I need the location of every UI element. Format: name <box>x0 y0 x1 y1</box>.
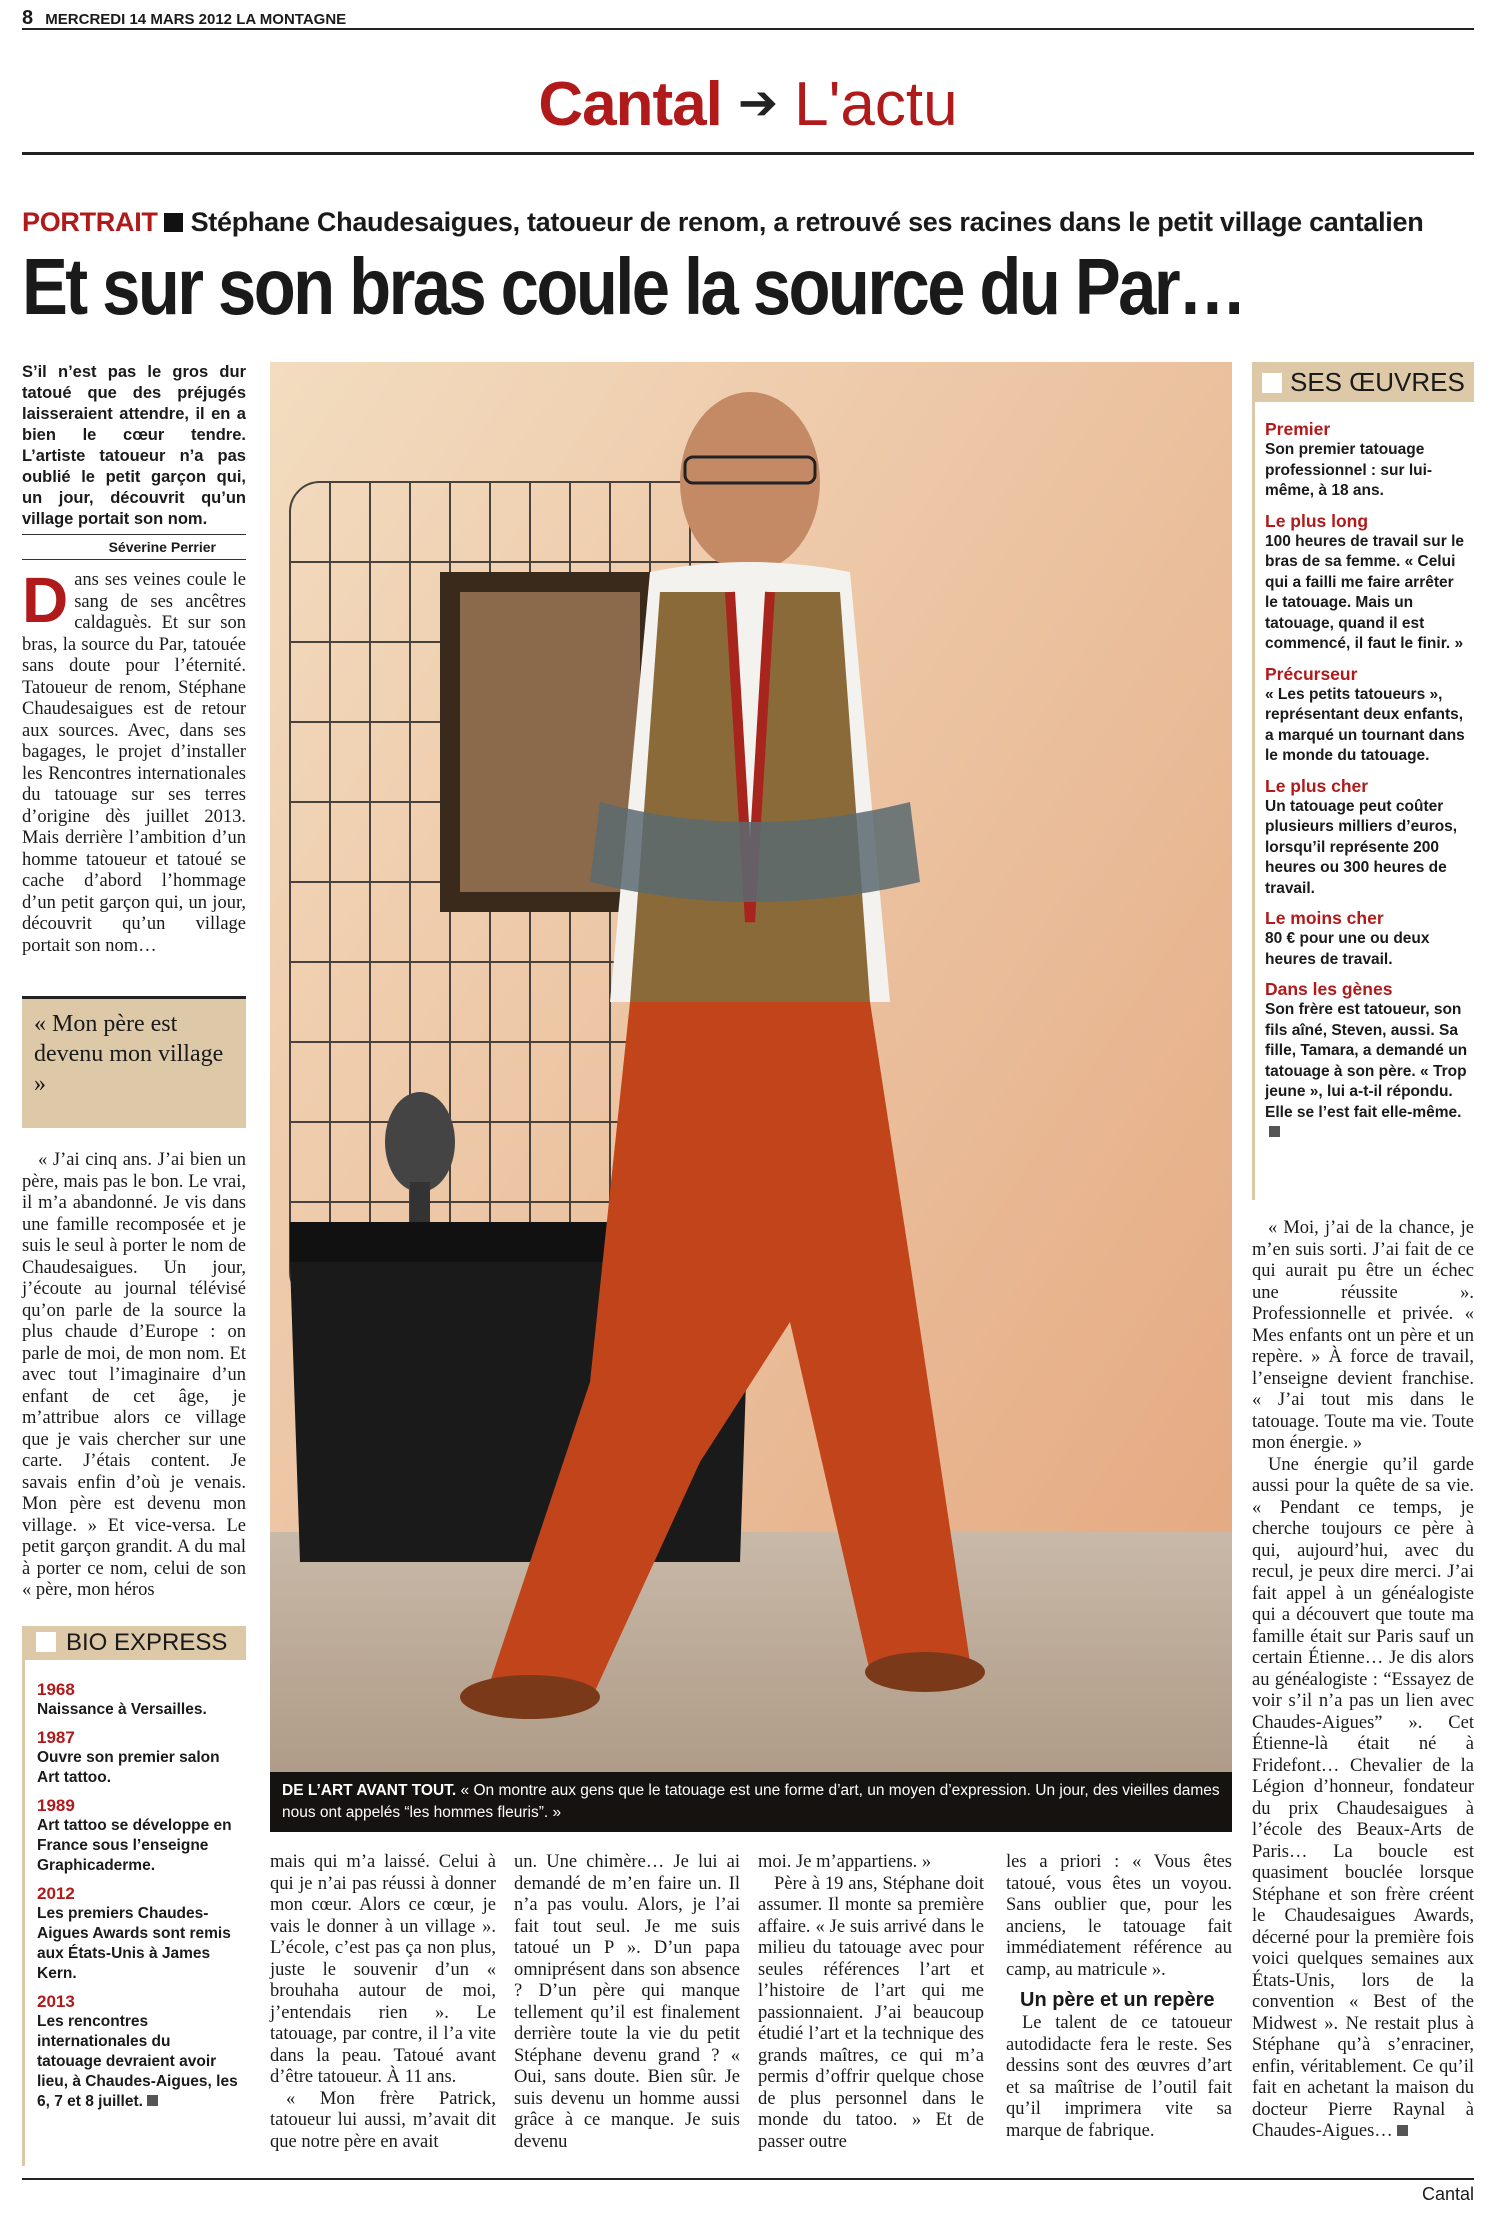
lead-text: ans ses veines coule le sang de ses ancêtres caldaguès. Et sur son bras, la source du Par, tatouée sans doute pour l’éternité. Tatoueur de renom, Stéphane Chaudesaigues est de retour aux sources. Avec, dans ses bagages, le projet d’installer les Rencontres internationales du tatouage sur ses terres d’origine dès juillet 2013. Mais derrière l’ambition d’un homme tatoueur et tatoué se cache d’abord l’hommage d’un petit garçon qui, un jour, découvrit qu’un village portait son nom… <box>22 570 246 956</box>
works-box <box>1252 362 1474 1200</box>
subheading: Un père et un repère <box>1020 1989 1215 2011</box>
end-mark-icon <box>1269 1126 1280 1137</box>
square-bullet-icon <box>164 213 183 232</box>
bio-express-box <box>22 1626 246 2166</box>
work-text <box>1265 1000 1470 1144</box>
body-column-5 <box>1006 1852 1232 2142</box>
body-column-4 <box>758 1852 984 2153</box>
body-paragraph: « Moi, j’ai de la chance, je m’en suis sorti. J’ai fait de ce qui aurait pu être un échec une réussite ». Professionnelle et privée. « Mes enfants ont un père et un repère. » À force de travail, l’enseigne devient franchise. « J’ai tout mis dans le tatouage. Toute ma vie. Toute mon énergie. » <box>1252 1218 1474 1453</box>
photo-caption <box>270 1772 1232 1832</box>
body-column-6 <box>1252 1218 1474 2143</box>
page-number: 8 <box>22 7 34 29</box>
bio-year: 1987 <box>37 1728 75 1747</box>
work-title: Le moins cher <box>1265 908 1384 928</box>
body-paragraph: « Mon frère Patrick, tatoueur lui aussi, m’avait dit que notre père en avait <box>270 2088 496 2152</box>
work-text: Un tatouage peut coûter plusieurs milliers d’euros, lorsqu’il représente 200 heures ou 300 heures de travail. <box>1265 797 1458 897</box>
work-title: Le plus cher <box>1265 775 1369 796</box>
caption-lead: DE L’ART AVANT TOUT. <box>282 1782 457 1799</box>
byline: Séverine Perrier <box>22 534 246 560</box>
bio-text: Ouvre son premier salon Art tattoo. <box>37 1749 220 1786</box>
work-title: Premier <box>1265 419 1331 439</box>
bio-express-header <box>22 1626 246 1660</box>
work-text: 80 € pour une ou deux heures de travail. <box>1265 930 1430 968</box>
bio-text: Les premiers Chaudes-Aigues Awards sont remis aux États-Unis à James Kern. <box>37 1905 231 1982</box>
work-text: « Les petits tatoueurs », représentant deux enfants, a marqué un tournant dans le monde du tatouage. <box>1265 685 1465 764</box>
section-subname: L'actu <box>794 70 958 139</box>
bio-text-last: Les rencontres internationales du tatouage devraient avoir lieu, à Chaudes-Aigues, les 6, 7 et 8 juillet. <box>37 2013 238 2110</box>
square-icon <box>1262 373 1282 393</box>
bio-year: 2013 <box>37 1992 75 2011</box>
footer-section: Cantal <box>1421 2184 1474 2204</box>
article-chapo: S’il n’est pas le gros dur tatoué que des préjugés laisseraient attendre, il en a bien le cœur tendre. L’artiste tatoueur n’a pas oublié le petit garçon qui, un jour, découvrit qu’un village portait son nom. <box>22 363 246 528</box>
work-title: Dans les gènes <box>1265 979 1393 999</box>
body-paragraph: les a priori : « Vous êtes tatoué, vous êtes un voyou. Sans oublier que, pour les anciens, le tatouage fait immédiatement référence au camp, au matricule ». <box>1006 1852 1232 1980</box>
bio-year: 2012 <box>37 1884 75 1903</box>
paper-name: LA MONTAGNE <box>236 11 347 28</box>
body-paragraph: Père à 19 ans, Stéphane doit assumer. Il monte sa première affaire. « Je suis arrivé dans le milieu du tatouage avec pour seules références l’art et l’histoire de l’art qui me passionnaient. J’ai beaucoup étudié l’art et la technique des grands maîtres, ce qui m’a permis d’offrir quelque chose de plus personnel dans le monde du tatoo. » Et de passer outre <box>758 1873 984 2152</box>
headline: Et sur son bras coule la source du Par… <box>22 242 1245 331</box>
body-paragraph: moi. Je m’appartiens. » <box>758 1852 932 1872</box>
footer-rule <box>22 2178 1474 2180</box>
bio-express-list <box>22 1660 246 2166</box>
pull-quote: « Mon père est devenu mon village » <box>22 996 246 1128</box>
issue-date: MERCREDI 14 MARS 2012 <box>45 11 233 28</box>
body-paragraph: un. Une chimère… Je lui ai demandé de m’en faire un. Il n’a pas voulu. Alors, je l’ai fait tout seul. Je me suis tatoué un P ». D’un papa omniprésent dans son absence ? D’un père qui manque tellement qu’il est finalement derrière toute la vie du petit Stéphane devenu grand ? « Oui, sans doute. Bien sûr. Je suis devenu un homme aussi grâce à ce manque. Je suis devenu <box>514 1852 740 2152</box>
body-column-3 <box>514 1852 740 2153</box>
section-header <box>22 56 1474 152</box>
portrait-photo-illustration <box>270 362 1232 1832</box>
body-column-2 <box>270 1852 496 2153</box>
bio-year: 1968 <box>37 1680 75 1699</box>
body-paragraph: mais qui m’a laissé. Celui à qui je n’ai pas réussi à donner mon cœur. Alors ce cœur, je vais le donner à un village ». L’école, c’est pas ça non plus, juste le souvenir d’un « brouhaha autour de moi, j’entendais rien ». Le tatouage, par contre, il l’a vite dans la peau. Tatoué avant d’être tatoueur. À 11 ans. <box>270 1852 496 2087</box>
body-paragraph: Le talent de ce tatoueur autodidacte fera le reste. Ses dessins sont des œuvres d’art et sa maîtrise de l’outil fait qu’il imprimera vite sa marque de fabrique. <box>1006 2013 1232 2141</box>
section-rule <box>22 152 1474 155</box>
work-title: Précurseur <box>1265 663 1358 684</box>
work-text: 100 heures de travail sur le bras de sa femme. « Celui qui a failli me faire arrêter le tatouage. Mais un tatouage, quand il est commencé, il faut le finir. » <box>1265 532 1465 652</box>
caption-text: « On montre aux gens que le tatouage est une forme d’art, un moyen d’expression. Un jour, des vieilles dames nous ont appelés “les hommes fleuris”. » <box>282 1782 1220 1821</box>
section-name: Cantal <box>538 70 722 139</box>
body-paragraph: « J’ai cinq ans. J’ai bien un père, mais pas le bon. Le vrai, il m’a abandonné. Je vis dans une famille recomposée et je suis le seul à porter le nom de Chaudesaigues. Un jour, j’écoute au journal télévisé qu’on parle de la source la plus chaude d’Europe : on parle de moi, de mon nom. Et avec tout l’imaginaire d’un enfant de cet âge, je m’attribue alors ce village que je vais chercher sur une carte. J’étais content. Je savais enfin d’où je venais. Mon père est devenu mon village. » Et vice-versa. Le petit garçon grandit. A du mal à porter ce nom, celui de son « père, mon héros <box>22 1150 246 1600</box>
portrait-photo <box>270 362 1232 1832</box>
drop-cap: D <box>22 564 69 636</box>
work-text-last: Son frère est tatoueur, son fils aîné, Steven, aussi. Sa fille, Tamara, a demandé un tatouage à son père. « Trop jeune », lui a-t-il répondu. Elle se l’est fait elle-même. <box>1265 1001 1468 1121</box>
bio-text: Naissance à Versailles. <box>37 1701 207 1718</box>
work-text: Son premier tatouage professionnel : sur lui-même, à 18 ans. <box>1265 441 1433 499</box>
bio-year: 1989 <box>37 1796 75 1815</box>
end-mark-icon <box>147 2095 158 2106</box>
works-title: SES ŒUVRES <box>1290 367 1465 397</box>
body-column-1 <box>22 1150 246 1602</box>
lead-paragraph <box>22 564 246 957</box>
bio-text: Art tattoo se développe en France sous l’enseigne Graphicaderme. <box>37 1817 232 1874</box>
arrow-right-icon: ➔ <box>737 77 779 130</box>
bio-express-title: BIO EXPRESS <box>66 1629 228 1656</box>
works-list <box>1252 402 1474 1200</box>
square-icon <box>36 1632 56 1652</box>
folio-line <box>22 8 1474 30</box>
end-mark-icon <box>1397 2125 1408 2136</box>
body-paragraph-text: Une énergie qu’il garde aussi pour la quête de sa vie. « Pendant ce temps, je cherche toujours ce père à qui, aujourd’hui, avec du recul, je peux dire merci. J’ai fait appel à un généalogiste qui a découvert que toute ma famille était sur Paris sauf un certain Étienne… Je dis alors au généalogiste : “Essayez de voir s’il n’a pas un lien avec Chaudes-Aigues” ». Cet Étienne-là était né à Fridefont… Chevalier de la Légion d’honneur, fondateur du prix Chaudesaigues à l’école des Beaux-Arts de Paris… La boucle est quasiment bouclée lorsque Stéphane et son frère créent le Chaudesaigues Awards, décerné pour la première fois voici quelques semaines aux États-Unis, lors de la convention « Best of the Midwest ». Ne restait plus à Stéphane qu’à s’enraciner, enfin, véritablement. Ce qu’il fait en achetant la maison du docteur Pierre Raynal à Chaudes-Aigues… <box>1252 1454 1474 2141</box>
bio-text <box>37 2012 238 2112</box>
kicker-tag: PORTRAIT <box>22 207 158 237</box>
work-title: Le plus long <box>1265 510 1369 531</box>
kicker-text: Stéphane Chaudesaigues, tatoueur de renom, a retrouvé ses racines dans le petit village cantalien <box>190 207 1424 237</box>
works-header <box>1252 362 1474 402</box>
body-paragraph <box>1252 1455 1474 2143</box>
